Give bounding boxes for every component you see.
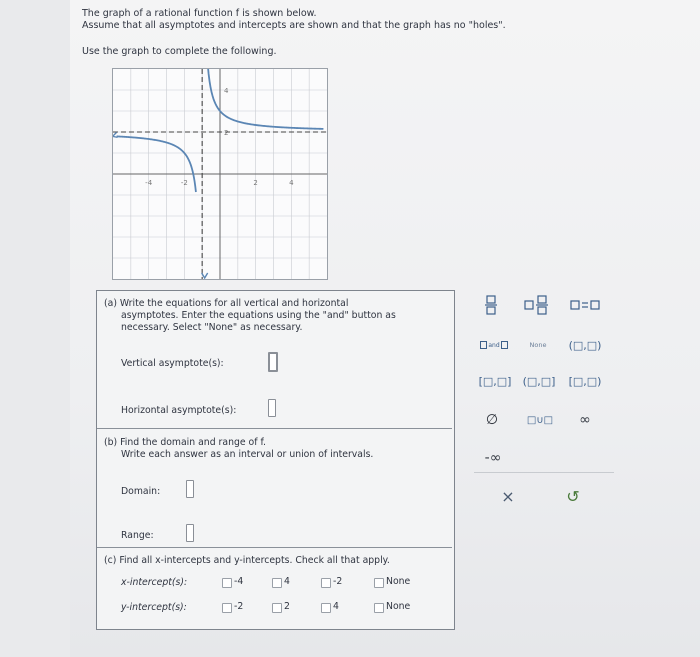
negative-infinity-button[interactable]: -∞ [484,450,502,466]
fraction-icon [484,295,498,315]
mixed-number-button[interactable] [523,294,551,316]
right-branch-curve [205,69,324,129]
mixed-number-icon [524,295,550,315]
y-intercept-option-1: -2 [234,601,244,612]
part-a-line-1: (a) Write the equations for all vertical and horizontal [104,298,349,309]
empty-set-button[interactable]: ∅ [485,412,499,428]
graph-canvas [113,69,327,279]
vertical-asymptote-label: Vertical asymptote(s): [121,358,224,369]
range-input[interactable] [186,524,194,542]
part-a-line-3: necessary. Select "None" as necessary. [121,322,303,333]
y-intercept-checkbox-1[interactable] [222,603,232,613]
y-tick-label: 2 [224,129,229,137]
prompt-line-1: The graph of a rational function f is shown below. [82,8,317,19]
infinity-button[interactable]: ∞ [579,412,591,428]
part-c-line-1: (c) Find all x-intercepts and y-intercepts. Check all that apply. [104,555,390,566]
keypad-divider [474,472,614,473]
vertical-asymptote-input[interactable] [268,352,278,372]
y-tick-label: 4 [224,87,229,95]
range-label: Range: [121,530,154,541]
open-open-interval-button[interactable]: (□,□) [568,338,602,352]
part-b-section [97,429,452,548]
closed-closed-interval-button[interactable]: [□,□] [478,374,512,388]
part-b-line-1: (b) Find the domain and range of f. [104,437,267,448]
y-intercept-option-none: None [386,601,411,612]
horizontal-asymptote-label: Horizontal asymptote(s): [121,405,237,416]
equals-button[interactable] [570,296,600,314]
part-a-section [97,291,452,429]
rational-function-graph [112,68,328,280]
x-intercept-checkbox-none[interactable] [374,578,384,588]
prompt-line-3: Use the graph to complete the following. [82,46,277,57]
and-button[interactable] [476,338,512,352]
answer-panel [96,290,455,630]
y-intercept-option-3: 4 [333,601,339,612]
closed-open-interval-button[interactable]: [□,□) [568,374,602,388]
x-intercept-checkbox-3[interactable] [321,578,331,588]
and-button-label: and [488,341,500,349]
x-tick-label: -2 [180,179,188,187]
none-button[interactable]: None [529,341,547,349]
x-intercept-option-3: -2 [333,576,343,587]
x-intercept-checkbox-1[interactable] [222,578,232,588]
x-tick-label: 2 [253,179,258,187]
y-intercept-checkbox-2[interactable] [272,603,282,613]
union-button[interactable]: □∪□ [526,414,554,426]
x-intercept-option-1: -4 [234,576,244,587]
undo-button[interactable]: ↺ [566,486,580,506]
y-intercept-checkbox-none[interactable] [374,603,384,613]
domain-label: Domain: [121,486,161,497]
fraction-button[interactable] [480,294,502,316]
clear-button[interactable]: × [501,486,515,506]
equals-icon [570,298,600,312]
prompt-line-2: Assume that all asymptotes and intercepts are shown and that the graph has no "holes". [82,20,506,31]
open-closed-interval-button[interactable]: (□,□] [522,374,556,388]
y-intercept-label: y-intercept(s): [121,602,187,613]
x-tick-label: -4 [145,179,153,187]
y-intercept-option-2: 2 [284,601,290,612]
y-intercept-checkbox-3[interactable] [321,603,331,613]
and-left-box-icon [480,341,487,349]
part-c-section [97,548,452,629]
x-intercept-label: x-intercept(s): [121,577,188,588]
and-right-box-icon [501,341,508,349]
part-b-line-2: Write each answer as an interval or union of intervals. [121,449,374,460]
x-intercept-option-2: 4 [284,576,290,587]
left-branch-arrow [113,132,118,137]
part-a-line-2: asymptotes. Enter the equations using the "and" button as [121,310,396,321]
x-intercept-option-none: None [386,576,411,587]
x-intercept-checkbox-2[interactable] [272,578,282,588]
domain-input[interactable] [186,480,194,498]
horizontal-asymptote-input[interactable] [268,399,276,417]
x-tick-label: 4 [289,179,294,187]
